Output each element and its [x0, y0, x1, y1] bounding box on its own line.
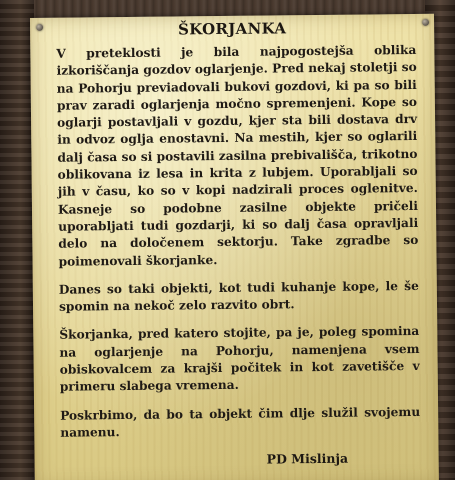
text-line: na oglarjenje na Pohorju, namenjena vsem	[59, 341, 420, 360]
text-line: Danes so taki objekti, kot tudi kuhanje kope, le še	[58, 278, 419, 297]
text-line: obiskovalcem za krajši počitek in kot zavetišče v	[59, 358, 420, 377]
text-line: izkoriščanja gozdov oglarjenje. Pred nekaj stoletji so	[56, 60, 417, 79]
text-line: delo na določenem sektorju. Take zgradbe so	[58, 233, 419, 251]
text-line: in odvoz oglja enostavni. Na mestih, kjer so oglarili	[57, 129, 418, 148]
notice-paper	[30, 14, 439, 480]
text-line: dalj časa so si postavili zasilna prebivališča, trikotno	[57, 146, 418, 165]
notice-paragraph-3	[59, 323, 420, 396]
notice-paragraph-4	[60, 404, 420, 442]
text-line: prav zaradi oglarjenja močno spremenjeni. Kope so	[56, 94, 417, 113]
text-line: Škorjanka, pred katero stojite, pa je, poleg spomina	[59, 324, 420, 343]
wooden-post-left	[0, 0, 34, 480]
text-line: jih v času, ko so v kopi nadzirali proces oglenitve.	[57, 181, 418, 200]
text-line: na Pohorju previadovali bukovi gozdovi, ki pa so bili	[56, 77, 417, 96]
text-line: spomin na nekoč zelo razvito obrt.	[58, 297, 295, 314]
notice-body	[56, 42, 420, 453]
text-line: uporabljati tudi gozdarji, ki so dalj časa opravljali	[58, 215, 419, 234]
text-line: Kasneje so podobne zasilne objekte pričeli	[57, 198, 419, 217]
text-line: oglarji postavljali v gozdu, kjer sta bili dostava drv	[57, 112, 418, 130]
text-line: namenu.	[60, 425, 120, 440]
text-line: V preteklosti je bila najpogostejša oblika	[56, 42, 417, 61]
notice-paragraph-2	[59, 278, 419, 316]
notice-paragraph-1	[56, 42, 418, 271]
text-line: primeru slabega vremena.	[59, 378, 239, 395]
text-line: poimenovali škorjanke.	[58, 252, 218, 269]
text-line: oblikovana iz lesa in krita z lubjem. Uporabljali so	[57, 164, 418, 182]
notice-title: ŠKORJANKA	[177, 19, 287, 39]
notice-signature: PD Mislinja	[266, 450, 349, 467]
text-line: Poskrbimo, da bo ta objekt čim dlje služil svojemu	[60, 404, 421, 423]
